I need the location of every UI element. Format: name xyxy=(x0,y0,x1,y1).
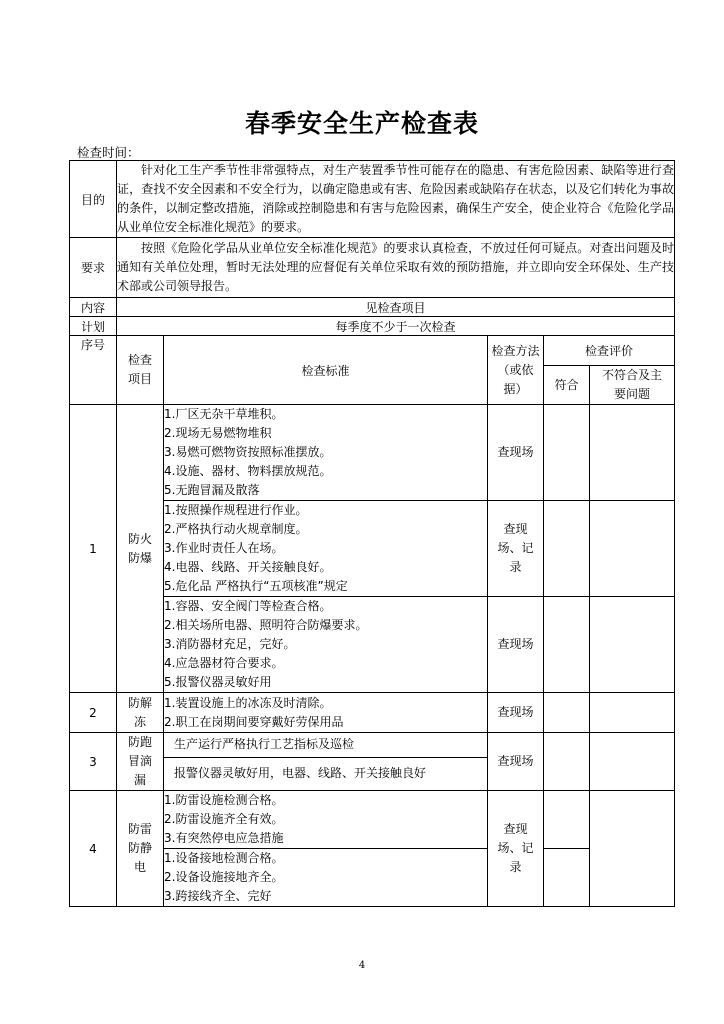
standard-line: 2.设备设施接地齐全。 xyxy=(164,870,284,884)
standard-cell xyxy=(164,757,488,790)
standard-cell xyxy=(164,849,488,907)
standard-line: 4.应急器材符合要求。 xyxy=(164,656,284,670)
standard-line: 2.相关场所电器、照明符合防爆要求。 xyxy=(164,618,368,632)
standard-cell xyxy=(164,733,488,758)
content-label: 内容 xyxy=(70,298,117,317)
row-seq: 4 xyxy=(70,791,117,907)
standard-line: 1.防雷设施检测合格。 xyxy=(164,793,284,807)
standard-line: 生产运行严格执行工艺指标及巡检 xyxy=(174,737,355,752)
nonconform-cell xyxy=(590,405,675,501)
standard-cell xyxy=(164,693,488,733)
standard-line: 3.有突然停电应急措施 xyxy=(164,831,284,845)
header-conform: 符合 xyxy=(544,366,590,405)
conform-cell xyxy=(544,791,590,849)
inspection-table xyxy=(69,160,675,907)
method-cell: 查现场、记录 xyxy=(488,791,544,907)
plan-label: 计划 xyxy=(70,317,117,336)
standard-cell xyxy=(164,791,488,849)
check-time-label: 检查时间： xyxy=(77,145,140,160)
standard-line: 2.防雷设施齐全有效。 xyxy=(164,812,284,826)
page-number: 4 xyxy=(358,960,366,971)
standard-line: 2.现场无易燃物堆积 xyxy=(164,426,272,440)
row-item: 防火防爆 xyxy=(117,405,164,693)
requirement-text: 按照《危险化学品从业单位安全标准化规范》的要求认真检查，不放过任何可疑点。对查出问题及时通知有关单位处理，暂时无法处理的应督促有关单位采取有效的预防措施，并立即向安全环保处、生产技术部或公司领导报告。 xyxy=(117,238,675,298)
standard-line: 2.职工在岗期间要穿戴好劳保用品 xyxy=(164,714,344,729)
standard-line: 3.作业时责任人在场。 xyxy=(164,541,284,555)
conform-cell xyxy=(544,501,590,597)
nonconform-cell xyxy=(590,501,675,597)
header-item: 检查项目 xyxy=(117,336,164,405)
standard-line: 5.危化品 严格执行“五项核准”规定 xyxy=(164,579,348,593)
row-item: 防雷防静电 xyxy=(117,791,164,907)
header-seq: 序号 xyxy=(70,336,117,405)
conform-cell xyxy=(544,693,590,733)
standard-cell xyxy=(164,405,488,501)
standard-line: 1.厂区无杂干草堆积。 xyxy=(164,407,284,421)
header-standard: 检查标准 xyxy=(164,336,488,405)
conform-cell xyxy=(544,733,590,791)
nonconform-cell xyxy=(590,597,675,693)
method-cell: 查现场 xyxy=(488,405,544,501)
standard-line: 1.按照操作规程进行作业。 xyxy=(164,503,308,517)
header-nonconform: 不符合及主要问题 xyxy=(590,366,675,405)
row-item: 防解冻 xyxy=(117,693,164,733)
content-value: 见检查项目 xyxy=(117,298,675,317)
row-seq: 1 xyxy=(70,405,117,693)
conform-cell xyxy=(544,849,590,907)
method-cell: 查现场、记录 xyxy=(488,501,544,597)
header-evaluation: 检查评价 xyxy=(544,336,675,366)
standard-cell xyxy=(164,501,488,597)
purpose-text: 针对化工生产季节性非常强特点，对生产装置季节性可能存在的隐患、有害危险因素、缺陷等进行查证，查找不安全因素和不安全行为，以确定隐患或有害、危险因素或缺陷存在状态，以及它们转化为事故的条件，以制定整改措施，消除或控制隐患和有害与危险因素，确保生产安全，使企业符合《危险化学品从业单位安全标准化规范》的要求。 xyxy=(117,161,675,238)
standard-line: 4.电器、线路、开关接触良好。 xyxy=(164,560,332,574)
conform-cell xyxy=(544,405,590,501)
nonconform-cell xyxy=(590,791,675,907)
plan-value: 每季度不少于一次检查 xyxy=(117,317,675,336)
standard-line: 5.无跑冒漏及散落 xyxy=(164,483,260,497)
nonconform-cell xyxy=(590,733,675,791)
standard-line: 2.严格执行动火规章制度。 xyxy=(164,522,308,536)
standard-line: 4.设施、器材、物料摆放规范。 xyxy=(164,464,332,478)
row-seq: 3 xyxy=(70,733,117,791)
standard-line: 3.消防器材充足，完好。 xyxy=(164,637,296,651)
standard-line: 1.设备接地检测合格。 xyxy=(164,851,284,865)
header-method: 检查方法（或依据） xyxy=(488,336,544,405)
standard-line: 1.容器、安全阀门等检查合格。 xyxy=(164,599,332,613)
method-cell: 查现场 xyxy=(488,597,544,693)
standard-line: 5.报警仪器灵敏好用 xyxy=(164,675,272,689)
requirement-label: 要求 xyxy=(70,238,117,298)
conform-cell xyxy=(544,597,590,693)
standard-line: 3.跨接线齐全、完好 xyxy=(164,889,272,903)
standard-line: 报警仪器灵敏好用，电器、线路、开关接触良好 xyxy=(174,766,427,781)
method-cell: 查现场 xyxy=(488,693,544,733)
row-seq: 2 xyxy=(70,693,117,733)
row-item: 防跑冒滴漏 xyxy=(117,733,164,791)
purpose-label: 目的 xyxy=(70,161,117,238)
standard-line: 1.装置设施上的冰冻及时清除。 xyxy=(164,695,332,710)
page-title: 春季安全生产检查表 xyxy=(244,109,479,138)
nonconform-cell xyxy=(590,693,675,733)
method-cell: 查现场 xyxy=(488,733,544,791)
standard-cell xyxy=(164,597,488,693)
standard-line: 3.易燃可燃物资按照标准摆放。 xyxy=(164,445,332,459)
